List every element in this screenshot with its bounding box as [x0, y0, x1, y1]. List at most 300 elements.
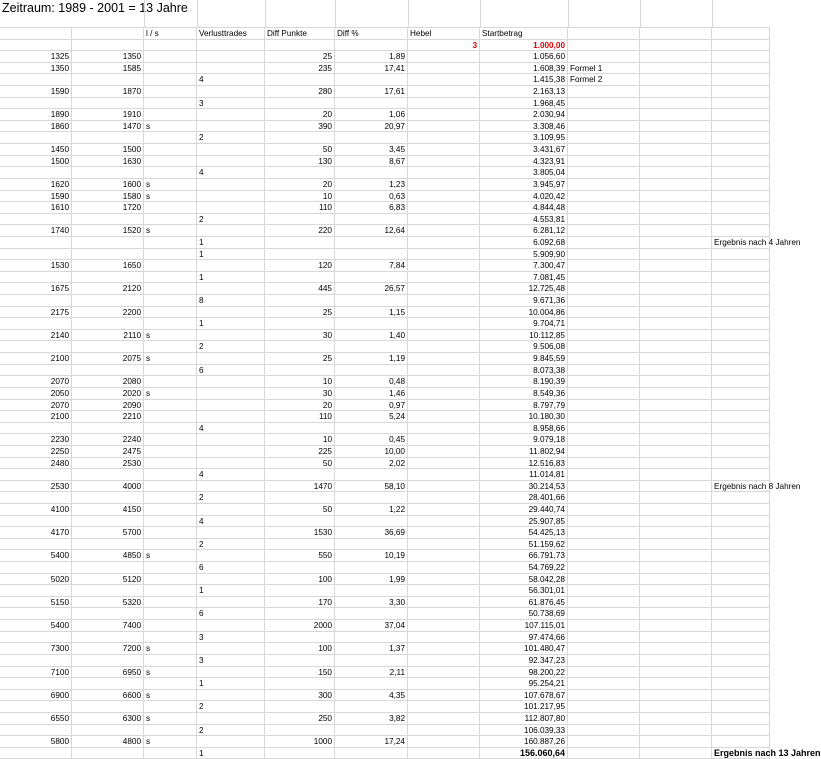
- cell-note[interactable]: [568, 690, 640, 702]
- cell-note[interactable]: [568, 51, 640, 63]
- cell-entry[interactable]: 5020: [0, 574, 72, 586]
- cell-spare[interactable]: [640, 446, 712, 458]
- cell-entry[interactable]: [0, 249, 72, 261]
- cell-note[interactable]: [568, 202, 640, 214]
- cell-diff-percent[interactable]: 3,30: [335, 597, 408, 609]
- cell-note[interactable]: [568, 98, 640, 110]
- cell-spare[interactable]: [640, 527, 712, 539]
- cell-balance[interactable]: 54.769,22: [480, 562, 568, 574]
- cell-entry[interactable]: 1590: [0, 191, 72, 203]
- cell-long-short[interactable]: [144, 272, 197, 284]
- cell-leverage[interactable]: [408, 98, 480, 110]
- cell-diff-points[interactable]: 50: [265, 458, 335, 470]
- cell-loss-trades[interactable]: 4: [197, 516, 265, 528]
- cell-diff-percent[interactable]: 1,15: [335, 307, 408, 319]
- cell-diff-percent[interactable]: 1,40: [335, 330, 408, 342]
- cell-leverage[interactable]: [408, 620, 480, 632]
- cell-result-note[interactable]: [712, 40, 770, 52]
- cell-exit[interactable]: 6600: [72, 690, 144, 702]
- cell-long-short[interactable]: [144, 51, 197, 63]
- cell-balance[interactable]: 4.553,81: [480, 214, 568, 226]
- cell-diff-percent[interactable]: [335, 365, 408, 377]
- cell-spare[interactable]: [640, 283, 712, 295]
- cell-note[interactable]: [568, 318, 640, 330]
- cell-spare[interactable]: [640, 458, 712, 470]
- cell-diff-points[interactable]: [265, 608, 335, 620]
- cell-diff-percent[interactable]: [335, 214, 408, 226]
- cell-result-note[interactable]: [712, 504, 770, 516]
- cell-result-note[interactable]: [712, 295, 770, 307]
- cell-diff-points[interactable]: 50: [265, 144, 335, 156]
- cell-entry[interactable]: 1890: [0, 109, 72, 121]
- cell-diff-points[interactable]: [265, 74, 335, 86]
- cell-entry[interactable]: 2070: [0, 376, 72, 388]
- cell-diff-points[interactable]: 100: [265, 643, 335, 655]
- cell-leverage[interactable]: [408, 655, 480, 667]
- cell-spare[interactable]: [640, 307, 712, 319]
- cell-entry[interactable]: [0, 40, 72, 52]
- cell-loss-trades[interactable]: [197, 191, 265, 203]
- cell-balance[interactable]: 1.000,00: [480, 40, 568, 52]
- cell-balance[interactable]: 50.738,69: [480, 608, 568, 620]
- cell-entry[interactable]: 2100: [0, 353, 72, 365]
- cell-diff-points[interactable]: 170: [265, 597, 335, 609]
- cell-note[interactable]: [568, 376, 640, 388]
- cell-loss-trades[interactable]: 1: [197, 237, 265, 249]
- cell-note[interactable]: [568, 272, 640, 284]
- cell-exit[interactable]: 1650: [72, 260, 144, 272]
- cell-note[interactable]: [568, 179, 640, 191]
- cell-spare[interactable]: [640, 481, 712, 493]
- cell-exit[interactable]: [72, 516, 144, 528]
- cell-result-note[interactable]: [712, 492, 770, 504]
- cell-loss-trades[interactable]: 3: [197, 655, 265, 667]
- cell-loss-trades[interactable]: [197, 690, 265, 702]
- cell-entry[interactable]: [0, 492, 72, 504]
- cell-note[interactable]: [568, 156, 640, 168]
- cell-note[interactable]: [568, 237, 640, 249]
- cell-long-short[interactable]: [144, 434, 197, 446]
- cell-result-note[interactable]: [712, 434, 770, 446]
- cell-entry[interactable]: 1325: [0, 51, 72, 63]
- cell-entry[interactable]: 7300: [0, 643, 72, 655]
- cell-leverage[interactable]: [408, 376, 480, 388]
- cell-result-note[interactable]: [712, 632, 770, 644]
- cell-spare[interactable]: [640, 562, 712, 574]
- cell-balance[interactable]: 10.180,30: [480, 411, 568, 423]
- cell-diff-percent[interactable]: [335, 295, 408, 307]
- cell-spare[interactable]: [640, 51, 712, 63]
- cell-long-short[interactable]: [144, 260, 197, 272]
- cell-diff-points[interactable]: [265, 318, 335, 330]
- cell-balance[interactable]: 3.945,97: [480, 179, 568, 191]
- cell-balance[interactable]: 8.797,79: [480, 400, 568, 412]
- cell-leverage[interactable]: [408, 446, 480, 458]
- cell-balance[interactable]: 160.887,26: [480, 736, 568, 748]
- cell-result-note[interactable]: [712, 167, 770, 179]
- cell-note[interactable]: [568, 667, 640, 679]
- cell-long-short[interactable]: [144, 620, 197, 632]
- cell-exit[interactable]: 2090: [72, 400, 144, 412]
- cell-diff-points[interactable]: 280: [265, 86, 335, 98]
- cell-leverage[interactable]: [408, 516, 480, 528]
- cell-diff-points[interactable]: 550: [265, 550, 335, 562]
- cell-leverage[interactable]: [408, 434, 480, 446]
- cell-leverage[interactable]: [408, 643, 480, 655]
- cell-exit[interactable]: 4150: [72, 504, 144, 516]
- cell-long-short[interactable]: [144, 109, 197, 121]
- cell-note[interactable]: [568, 214, 640, 226]
- cell-balance[interactable]: 107.678,67: [480, 690, 568, 702]
- cell-exit[interactable]: [72, 492, 144, 504]
- cell-loss-trades[interactable]: [197, 283, 265, 295]
- cell-diff-points[interactable]: [265, 167, 335, 179]
- cell-exit[interactable]: 1580: [72, 191, 144, 203]
- cell-loss-trades[interactable]: [197, 713, 265, 725]
- cell-exit[interactable]: 1585: [72, 63, 144, 75]
- cell-note[interactable]: [568, 458, 640, 470]
- cell-note[interactable]: [568, 562, 640, 574]
- cell-leverage[interactable]: [408, 748, 480, 759]
- cell-diff-percent[interactable]: 1,06: [335, 109, 408, 121]
- cell-diff-points[interactable]: 1530: [265, 527, 335, 539]
- cell-diff-percent[interactable]: 0,48: [335, 376, 408, 388]
- cell-entry[interactable]: 6900: [0, 690, 72, 702]
- cell-note[interactable]: [568, 225, 640, 237]
- cell-entry[interactable]: 1675: [0, 283, 72, 295]
- cell-result-note[interactable]: [712, 388, 770, 400]
- cell-exit[interactable]: 1600: [72, 179, 144, 191]
- cell-balance[interactable]: 3.308,46: [480, 121, 568, 133]
- cell-note[interactable]: [568, 481, 640, 493]
- cell-entry[interactable]: 1620: [0, 179, 72, 191]
- cell-leverage[interactable]: [408, 202, 480, 214]
- cell-diff-points[interactable]: 110: [265, 411, 335, 423]
- cell-leverage[interactable]: [408, 214, 480, 226]
- cell-diff-percent[interactable]: [335, 249, 408, 261]
- cell-diff-points[interactable]: [265, 492, 335, 504]
- cell-loss-trades[interactable]: [197, 446, 265, 458]
- cell-entry[interactable]: [0, 516, 72, 528]
- cell-spare[interactable]: [640, 632, 712, 644]
- cell-exit[interactable]: 2120: [72, 283, 144, 295]
- cell-spare[interactable]: [640, 423, 712, 435]
- cell-diff-percent[interactable]: [335, 272, 408, 284]
- cell-spare[interactable]: [640, 736, 712, 748]
- cell-leverage[interactable]: [408, 667, 480, 679]
- cell-long-short[interactable]: [144, 585, 197, 597]
- cell-diff-percent[interactable]: [335, 539, 408, 551]
- cell-diff-points[interactable]: [265, 539, 335, 551]
- cell-long-short[interactable]: [144, 481, 197, 493]
- cell-balance[interactable]: 30.214,53: [480, 481, 568, 493]
- cell-exit[interactable]: 1720: [72, 202, 144, 214]
- cell-result-note[interactable]: [712, 585, 770, 597]
- cell-diff-points[interactable]: 100: [265, 574, 335, 586]
- cell-diff-points[interactable]: 445: [265, 283, 335, 295]
- cell-diff-percent[interactable]: [335, 98, 408, 110]
- cell-diff-points[interactable]: 250: [265, 713, 335, 725]
- cell-spare[interactable]: [640, 678, 712, 690]
- cell-spare[interactable]: [640, 63, 712, 75]
- cell-long-short[interactable]: [144, 98, 197, 110]
- cell-long-short[interactable]: s: [144, 353, 197, 365]
- cell-balance[interactable]: 12.516,83: [480, 458, 568, 470]
- cell-loss-trades[interactable]: 1: [197, 585, 265, 597]
- cell-leverage[interactable]: [408, 353, 480, 365]
- cell-result-note[interactable]: [712, 179, 770, 191]
- cell-loss-trades[interactable]: [197, 179, 265, 191]
- cell-spare[interactable]: [640, 701, 712, 713]
- cell-leverage[interactable]: [408, 318, 480, 330]
- cell-loss-trades[interactable]: 6: [197, 365, 265, 377]
- cell-diff-points[interactable]: [265, 272, 335, 284]
- cell-exit[interactable]: 4850: [72, 550, 144, 562]
- cell-loss-trades[interactable]: [197, 225, 265, 237]
- cell-balance[interactable]: 4.844,48: [480, 202, 568, 214]
- cell-result-note[interactable]: [712, 516, 770, 528]
- cell-entry[interactable]: [0, 678, 72, 690]
- cell-note[interactable]: [568, 550, 640, 562]
- cell-spare[interactable]: [640, 179, 712, 191]
- cell-diff-points[interactable]: [265, 701, 335, 713]
- cell-diff-percent[interactable]: 3,45: [335, 144, 408, 156]
- cell-diff-percent[interactable]: [335, 132, 408, 144]
- cell-result-note[interactable]: [712, 736, 770, 748]
- cell-diff-percent[interactable]: [335, 318, 408, 330]
- cell-leverage[interactable]: [408, 713, 480, 725]
- cell-leverage[interactable]: [408, 237, 480, 249]
- cell-long-short[interactable]: [144, 504, 197, 516]
- cell-long-short[interactable]: [144, 411, 197, 423]
- cell-long-short[interactable]: [144, 608, 197, 620]
- cell-loss-trades[interactable]: [197, 388, 265, 400]
- cell-loss-trades[interactable]: [197, 156, 265, 168]
- cell-long-short[interactable]: s: [144, 713, 197, 725]
- cell-spare[interactable]: [640, 574, 712, 586]
- cell-diff-percent[interactable]: 1,46: [335, 388, 408, 400]
- cell-exit[interactable]: [72, 40, 144, 52]
- cell-note[interactable]: [568, 701, 640, 713]
- cell-loss-trades[interactable]: [197, 458, 265, 470]
- cell-diff-points[interactable]: [265, 655, 335, 667]
- cell-entry[interactable]: [0, 469, 72, 481]
- cell-loss-trades[interactable]: [197, 643, 265, 655]
- cell-result-note[interactable]: [712, 469, 770, 481]
- cell-entry[interactable]: [0, 562, 72, 574]
- cell-entry[interactable]: [0, 237, 72, 249]
- cell-balance[interactable]: 25.907,85: [480, 516, 568, 528]
- cell-entry[interactable]: [0, 295, 72, 307]
- cell-diff-percent[interactable]: [335, 632, 408, 644]
- cell-entry[interactable]: [0, 701, 72, 713]
- cell-balance[interactable]: 4.323,91: [480, 156, 568, 168]
- cell-diff-percent[interactable]: [335, 585, 408, 597]
- cell-diff-percent[interactable]: 1,22: [335, 504, 408, 516]
- cell-long-short[interactable]: [144, 376, 197, 388]
- cell-balance[interactable]: 29.440,74: [480, 504, 568, 516]
- cell-entry[interactable]: 1590: [0, 86, 72, 98]
- cell-exit[interactable]: [72, 295, 144, 307]
- cell-loss-trades[interactable]: 2: [197, 725, 265, 737]
- cell-loss-trades[interactable]: 3: [197, 632, 265, 644]
- cell-long-short[interactable]: [144, 167, 197, 179]
- cell-leverage[interactable]: [408, 156, 480, 168]
- cell-long-short[interactable]: [144, 632, 197, 644]
- cell-loss-trades[interactable]: [197, 121, 265, 133]
- cell-leverage[interactable]: [408, 167, 480, 179]
- cell-note[interactable]: [568, 249, 640, 261]
- cell-leverage[interactable]: [408, 725, 480, 737]
- cell-exit[interactable]: 1870: [72, 86, 144, 98]
- cell-exit[interactable]: [72, 469, 144, 481]
- cell-balance[interactable]: 101.217,95: [480, 701, 568, 713]
- cell-diff-points[interactable]: [265, 214, 335, 226]
- cell-long-short[interactable]: [144, 202, 197, 214]
- cell-exit[interactable]: [72, 655, 144, 667]
- cell-result-note[interactable]: [712, 202, 770, 214]
- cell-entry[interactable]: 1740: [0, 225, 72, 237]
- cell-note[interactable]: [568, 86, 640, 98]
- cell-spare[interactable]: [640, 214, 712, 226]
- cell-leverage[interactable]: 3: [408, 40, 480, 52]
- cell-spare[interactable]: [640, 260, 712, 272]
- cell-result-note[interactable]: [712, 109, 770, 121]
- cell-diff-points[interactable]: 20: [265, 179, 335, 191]
- cell-exit[interactable]: 7400: [72, 620, 144, 632]
- cell-spare[interactable]: [640, 539, 712, 551]
- header-cell-spare[interactable]: [640, 28, 712, 40]
- cell-long-short[interactable]: s: [144, 550, 197, 562]
- cell-exit[interactable]: [72, 748, 144, 759]
- header-cell-entry[interactable]: [0, 28, 72, 40]
- cell-note[interactable]: [568, 713, 640, 725]
- cell-balance[interactable]: 8.958,66: [480, 423, 568, 435]
- cell-exit[interactable]: 4800: [72, 736, 144, 748]
- cell-entry[interactable]: 5400: [0, 620, 72, 632]
- cell-loss-trades[interactable]: [197, 620, 265, 632]
- cell-leverage[interactable]: [408, 690, 480, 702]
- cell-note[interactable]: [568, 492, 640, 504]
- cell-result-note[interactable]: [712, 191, 770, 203]
- cell-spare[interactable]: [640, 365, 712, 377]
- cell-leverage[interactable]: [408, 63, 480, 75]
- cell-spare[interactable]: [640, 667, 712, 679]
- cell-spare[interactable]: [640, 86, 712, 98]
- cell-entry[interactable]: 5800: [0, 736, 72, 748]
- cell-exit[interactable]: [72, 632, 144, 644]
- cell-leverage[interactable]: [408, 423, 480, 435]
- cell-note[interactable]: [568, 736, 640, 748]
- cell-leverage[interactable]: [408, 283, 480, 295]
- cell-result-note[interactable]: [712, 643, 770, 655]
- cell-entry[interactable]: 4170: [0, 527, 72, 539]
- cell-diff-percent[interactable]: 0,97: [335, 400, 408, 412]
- cell-result-note[interactable]: Ergebnis nach 8 Jahren: [714, 481, 801, 491]
- cell-entry[interactable]: [0, 341, 72, 353]
- cell-exit[interactable]: 1350: [72, 51, 144, 63]
- cell-leverage[interactable]: [408, 469, 480, 481]
- cell-diff-points[interactable]: [265, 237, 335, 249]
- cell-loss-trades[interactable]: 2: [197, 132, 265, 144]
- cell-diff-points[interactable]: 10: [265, 376, 335, 388]
- cell-balance[interactable]: 95.254,21: [480, 678, 568, 690]
- cell-spare[interactable]: [640, 376, 712, 388]
- cell-spare[interactable]: [640, 295, 712, 307]
- cell-loss-trades[interactable]: 1: [197, 272, 265, 284]
- cell-result-note[interactable]: [712, 376, 770, 388]
- cell-loss-trades[interactable]: 1: [197, 249, 265, 261]
- cell-exit[interactable]: [72, 701, 144, 713]
- cell-long-short[interactable]: [144, 446, 197, 458]
- cell-balance[interactable]: 156.060,64: [480, 748, 568, 759]
- cell-long-short[interactable]: s: [144, 690, 197, 702]
- cell-diff-points[interactable]: [265, 365, 335, 377]
- cell-leverage[interactable]: [408, 272, 480, 284]
- cell-spare[interactable]: [640, 330, 712, 342]
- cell-note[interactable]: [568, 40, 640, 52]
- cell-note[interactable]: [568, 539, 640, 551]
- cell-long-short[interactable]: s: [144, 121, 197, 133]
- cell-long-short[interactable]: s: [144, 736, 197, 748]
- cell-leverage[interactable]: [408, 527, 480, 539]
- cell-note[interactable]: [568, 400, 640, 412]
- cell-spare[interactable]: [640, 550, 712, 562]
- cell-entry[interactable]: [0, 272, 72, 284]
- cell-leverage[interactable]: [408, 585, 480, 597]
- cell-exit[interactable]: [72, 562, 144, 574]
- header-cell-leverage[interactable]: Hebel: [408, 28, 480, 40]
- cell-leverage[interactable]: [408, 86, 480, 98]
- cell-entry[interactable]: 1530: [0, 260, 72, 272]
- cell-exit[interactable]: [72, 365, 144, 377]
- cell-loss-trades[interactable]: [197, 411, 265, 423]
- cell-result-note[interactable]: [712, 539, 770, 551]
- cell-diff-points[interactable]: 390: [265, 121, 335, 133]
- cell-leverage[interactable]: [408, 562, 480, 574]
- cell-diff-percent[interactable]: 8,67: [335, 156, 408, 168]
- cell-loss-trades[interactable]: 1: [197, 678, 265, 690]
- cell-note[interactable]: [568, 725, 640, 737]
- cell-exit[interactable]: 7200: [72, 643, 144, 655]
- cell-loss-trades[interactable]: [197, 376, 265, 388]
- cell-balance[interactable]: 3.805,04: [480, 167, 568, 179]
- cell-note[interactable]: [568, 434, 640, 446]
- cell-leverage[interactable]: [408, 678, 480, 690]
- cell-diff-points[interactable]: 10: [265, 434, 335, 446]
- cell-entry[interactable]: 2480: [0, 458, 72, 470]
- cell-loss-trades[interactable]: [197, 63, 265, 75]
- cell-note[interactable]: [568, 469, 640, 481]
- cell-diff-percent[interactable]: 7,84: [335, 260, 408, 272]
- cell-result-note[interactable]: [712, 353, 770, 365]
- cell-entry[interactable]: [0, 748, 72, 759]
- cell-leverage[interactable]: [408, 539, 480, 551]
- cell-balance[interactable]: 51.159,62: [480, 539, 568, 551]
- cell-exit[interactable]: 1520: [72, 225, 144, 237]
- cell-note[interactable]: [568, 608, 640, 620]
- cell-diff-percent[interactable]: [335, 237, 408, 249]
- cell-diff-points[interactable]: 150: [265, 667, 335, 679]
- cell-result-note[interactable]: [712, 260, 770, 272]
- cell-spare[interactable]: [640, 202, 712, 214]
- cell-balance[interactable]: 1.608,39: [480, 63, 568, 75]
- cell-result-note[interactable]: [712, 225, 770, 237]
- cell-long-short[interactable]: [144, 469, 197, 481]
- cell-long-short[interactable]: [144, 597, 197, 609]
- cell-exit[interactable]: 1470: [72, 121, 144, 133]
- cell-leverage[interactable]: [408, 74, 480, 86]
